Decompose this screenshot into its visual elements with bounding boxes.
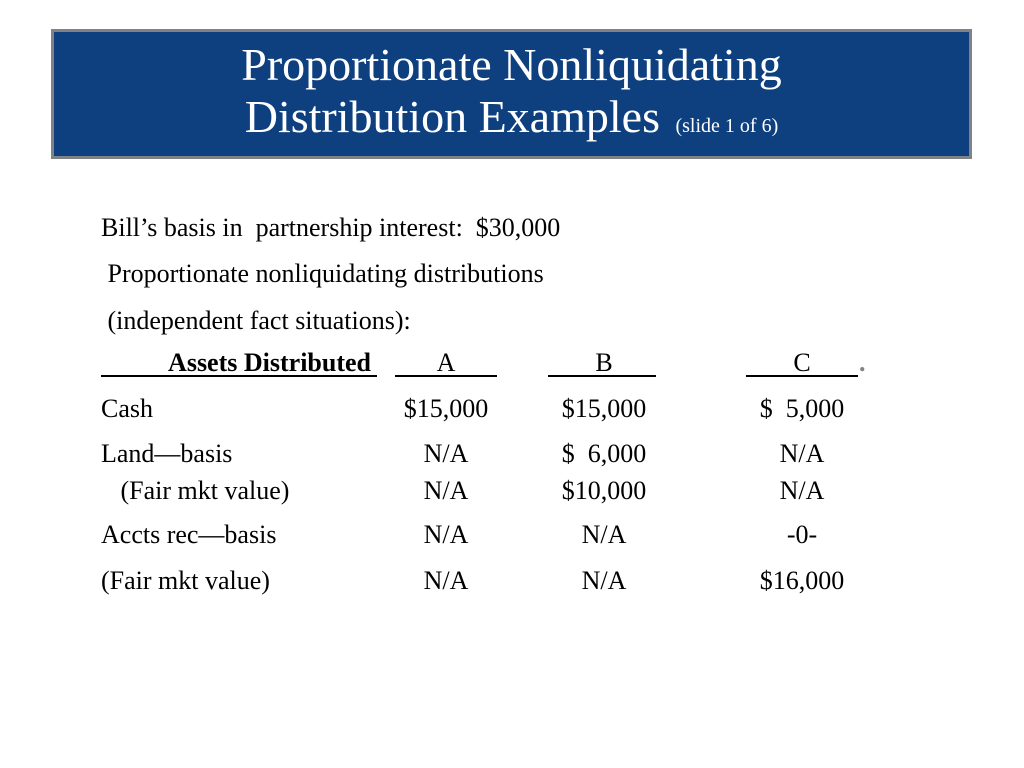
table-row [0, 392, 1024, 426]
table-row [0, 564, 1024, 598]
header-col-c: C [793, 348, 811, 377]
row-label: (Fair mkt value) [101, 566, 270, 595]
fact-situations-note: (independent fact situations): [101, 306, 411, 335]
cell-c: -0- [786, 520, 818, 549]
slide-title-line-1: Proportionate Nonliquidating [241, 39, 782, 90]
cell-b: $ 6,000 [561, 439, 647, 468]
cell-a: N/A [423, 476, 469, 505]
basis-statement: Bill’s basis in partnership interest: $30,000 [101, 213, 561, 242]
cell-b: N/A [581, 520, 627, 549]
cell-b: $15,000 [561, 394, 647, 423]
cell-c: $ 5,000 [759, 394, 845, 423]
header-col-b: B [595, 348, 613, 377]
slide-counter: (slide 1 of 6) [675, 115, 779, 137]
cell-a: N/A [423, 566, 469, 595]
cell-b: N/A [581, 566, 627, 595]
cell-a: N/A [423, 439, 469, 468]
row-label: (Fair mkt value) [101, 476, 290, 505]
cell-a: $15,000 [403, 394, 489, 423]
slide-title-line-2-text: Distribution Examples [244, 91, 660, 142]
table-row [0, 474, 1024, 508]
cell-c: N/A [779, 439, 825, 468]
cell-b: $10,000 [561, 476, 647, 505]
header-col-a: A [436, 348, 456, 377]
table-row [0, 437, 1024, 471]
distribution-description: Proportionate nonliquidating distributions [101, 259, 544, 288]
cell-c: N/A [779, 476, 825, 505]
header-trailing-period: . [859, 348, 866, 377]
title-banner [51, 29, 972, 159]
table-row [0, 518, 1024, 552]
row-label: Cash [101, 394, 153, 423]
header-assets-distributed: Assets Distributed [168, 348, 371, 377]
row-label: Accts rec—basis [101, 520, 277, 549]
row-label: Land—basis [101, 439, 233, 468]
cell-c: $16,000 [759, 566, 845, 595]
cell-a: N/A [423, 520, 469, 549]
slide-title-line-2 [54, 92, 969, 151]
table-header-row [0, 346, 1024, 380]
